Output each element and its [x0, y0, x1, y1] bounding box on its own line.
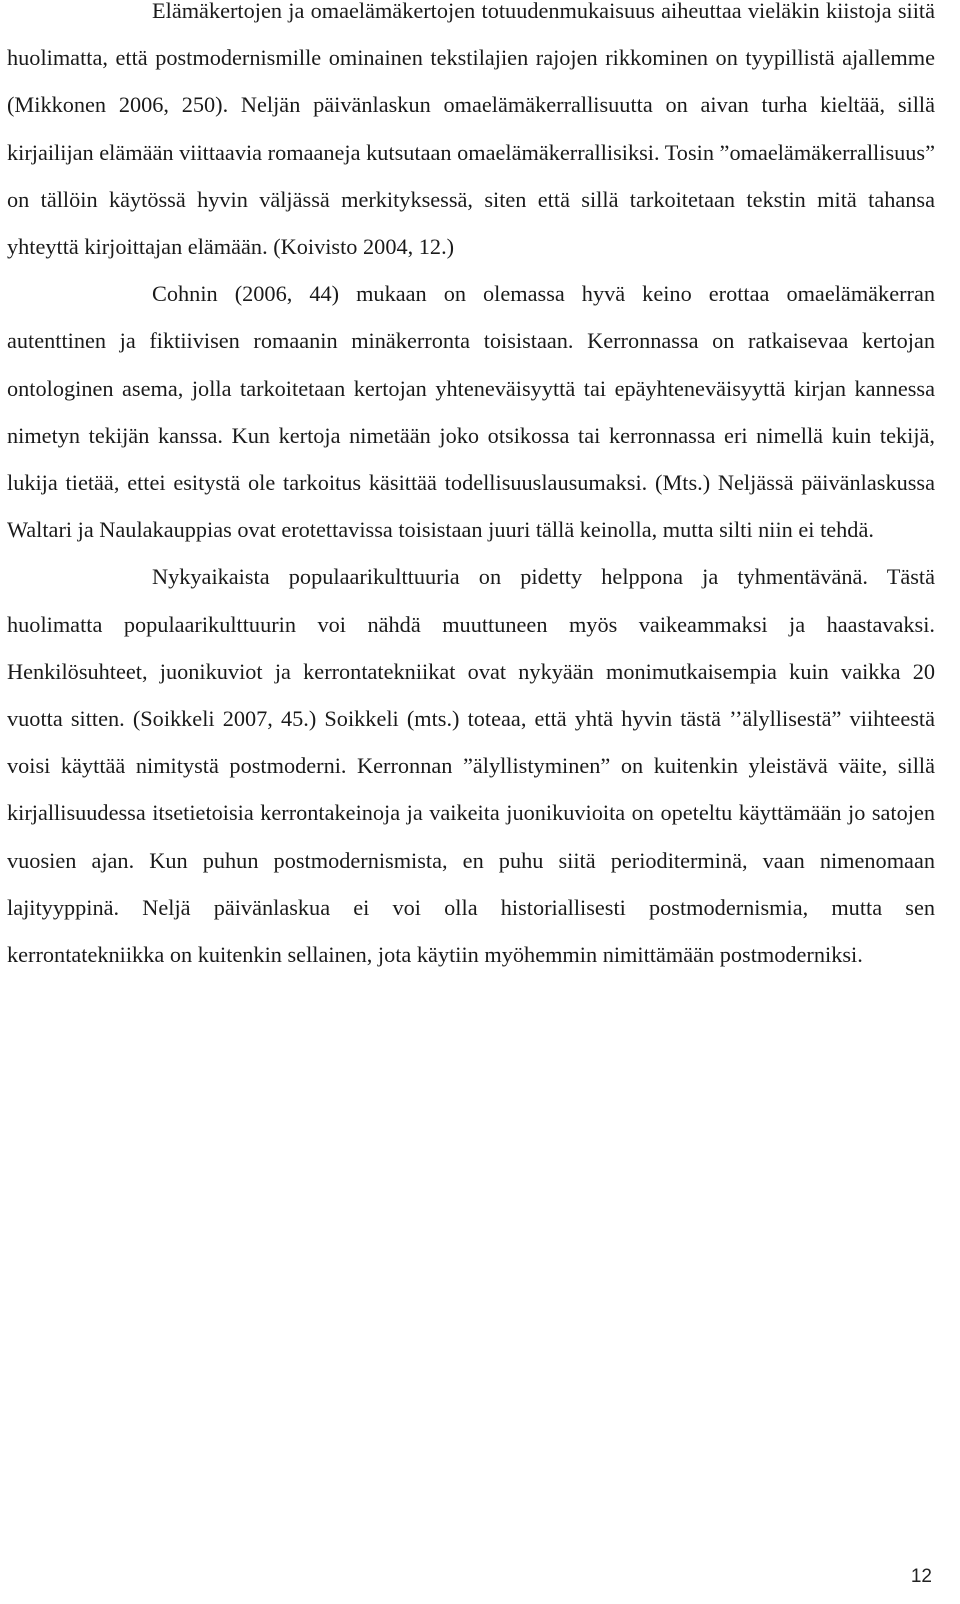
paragraph-cohn-narration: Cohnin (2006, 44) mukaan on olemassa hyvä keino erottaa omaelämäkerran autenttinen ja fiktiivisen romaanin minäkerronta toisistaan. Kerronnassa on ratkaisevaa kertojan ontologinen asema, jolla tarkoitetaan kertojan yhteneväisyyttä tai epäyhteneväisyyttä kirjan kannessa nimetyn tekijän kanssa. Kun kertoja nimetään joko otsikossa tai kerronnassa eri nimellä kuin tekijä, lukija tietää, ettei esitystä ole tarkoitus käsittää todellisuuslausumaksi. (Mts.) Neljässä päivänlaskussa Waltari ja Naulakauppias ovat erotettavissa toisistaan juuri tällä keinolla, mutta silti niin ei tehdä.	[7, 281, 935, 543]
paragraph-autobiography-truthfulness: Elämäkertojen ja omaelämäkertojen totuudenmukaisuus aiheuttaa vieläkin kiistoja siitä huolimatta, että postmodernismille ominainen tekstilajien rajojen rikkominen on tyypillistä ajallemme (Mikkonen 2006, 250). Neljän päivänlaskun omaelämäkerrallisuutta on aivan turha kieltää, sillä kirjailijan elämään viittaavia romaaneja kutsutaan omaelämäkerrallisiksi. Tosin ”omaelämäkerrallisuus” on tällöin käytössä hyvin väljässä merkityksessä, siten että sillä tarkoitetaan tekstin mitä tahansa yhteyttä kirjoittajan elämään. (Koivisto 2004, 12.)	[7, 0, 935, 260]
document-body	[7, 0, 935, 978]
paragraph-popular-culture: Nykyaikaista populaarikulttuuria on pidetty helppona ja tyhmentävänä. Tästä huolimatta populaarikulttuurin voi nähdä muuttuneen myös vaikeammaksi ja haastavaksi. Henkilösuhteet, juonikuviot ja kerrontatekniikat ovat nykyään monimutkaisempia kuin vaikka 20 vuotta sitten. (Soikkeli 2007, 45.) Soikkeli (mts.) toteaa, että yhtä hyvin tästä ’’älyllisestä” viihteestä voisi käyttää nimitystä postmoderni. Kerronnan ”älyllistyminen” on kuitenkin yleistävä väite, sillä kirjallisuudessa itsetietoisia kerrontakeinoja ja vaikeita juonikuvioita on opeteltu käyttämään jo satojen vuosien ajan. Kun puhun postmodernismista, en puhu siitä perioditerminä, vaan nimenomaan lajityyppinä. Neljä päivänlaskua ei voi olla historiallisesti postmodernismia, mutta sen kerrontatekniikka on kuitenkin sellainen, jota käytiin myöhemmin nimittämään postmoderniksi.	[7, 564, 935, 968]
page-number: 12	[910, 1566, 932, 1587]
